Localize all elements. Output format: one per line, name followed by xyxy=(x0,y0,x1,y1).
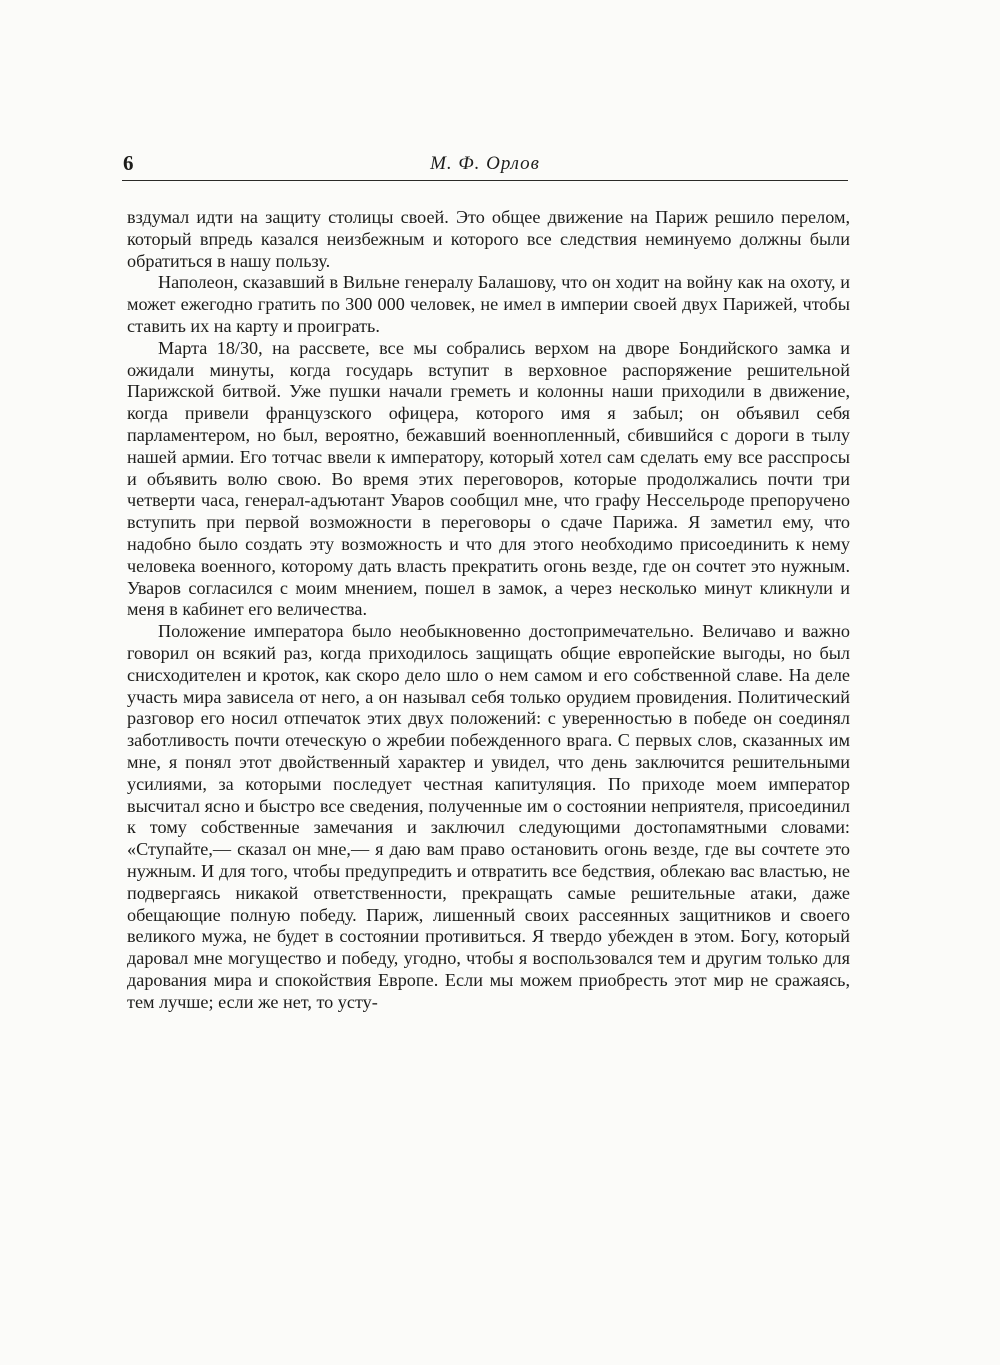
header-rule xyxy=(122,180,848,181)
running-title: М. Ф. Орлов xyxy=(430,153,540,174)
paragraph-napoleon: Наполеон, сказавший в Вильне генералу Балашову, что он ходит на войну как на охоту, и может ежегодно гратить по 300 000 человек, не имел в империи своей двух Парижей, чтобы ставить их на карту и проиграть. xyxy=(127,272,850,336)
body-text xyxy=(127,207,850,1013)
paragraph-march-18-30: Марта 18/30, на рассвете, все мы собрались верхом на дворе Бондийского замка и ожидали минуты, когда государь вступит в верховное распоряжение решительной Парижской битвой. Уже пушки начали греметь и колонны наши приходили в движение, когда привели французского офицера, которого имя я забыл; он объявил себя парламентером, но был, вероятно, бежавший военнопленный, сбившийся с дороги в тылу нашей армии. Его тотчас ввели к императору, который хотел сам сделать ему все расспросы и объявить волю свою. Во время этих переговоров, которые продолжались почти три четверти часа, генерал-адъютант Уваров сообщил мне, что графу Нессельроде препоручено вступить при первой возможности в переговоры о сдаче Парижа. Я заметил ему, что надобно было создать эту возможность и что для этого необходимо присоединить к нему человека военного, которому дать власть прекратить огонь везде, где он сочтет это нужным. Уваров согласился с моим мнением, пошел в замок, а через несколько минут кликнули и меня в кабинет его величества. xyxy=(127,337,850,620)
paragraph-continuation: вздумал идти на защиту столицы своей. Это общее движение на Париж решило перелом, который впредь казался неизбежным и которого все следствия неминуемо должны были обратиться в нашу пользу. xyxy=(127,207,850,271)
paragraph-emperor-position: Положение императора было необыкновенно достопримечательно. Величаво и важно говорил он всякий раз, когда приходилось защищать общие европейские выгоды, но был снисходителен и кроток, как скоро дело шло о нем самом и его собственной славе. На деле участь мира зависела от него, а он называл себя только орудием провидения. Политический разговор его носил отпечаток этих двух положений: с уверенностью в победе он соединял заботливость почти отеческую о жребии побежденного врага. С первых слов, сказанных им мне, я понял этот двойственный характер и увидел, что день заключится решительными усилиями, за которыми последует честная капитуляция. По приходе моем император высчитал ясно и быстро все сведения, полученные им о состоянии неприятеля, присоединил к тому собственные замечания и заключил следующими достопамятными словами: «Ступайте,— сказал он мне,— я даю вам право остановить огонь везде, где вы сочтете это нужным. И для того, чтобы предупредить и отвратить все бедствия, облекаю вас властью, не подвергаясь никакой ответственности, прекращать самые решительные атаки, даже обещающие полную победу. Париж, лишенный своих рассеянных защитников и своего великого мужа, не будет в состоянии противиться. Я твердо убежден в этом. Богу, который даровал мне могущество и победу, угодно, чтобы я воспользовался тем и другим только для дарования мира и спокойствия Европе. Если мы можем приобресть этот мир не сражаясь, тем лучше; если же нет, то усту- xyxy=(127,621,850,1012)
page-number: 6 xyxy=(123,151,134,175)
